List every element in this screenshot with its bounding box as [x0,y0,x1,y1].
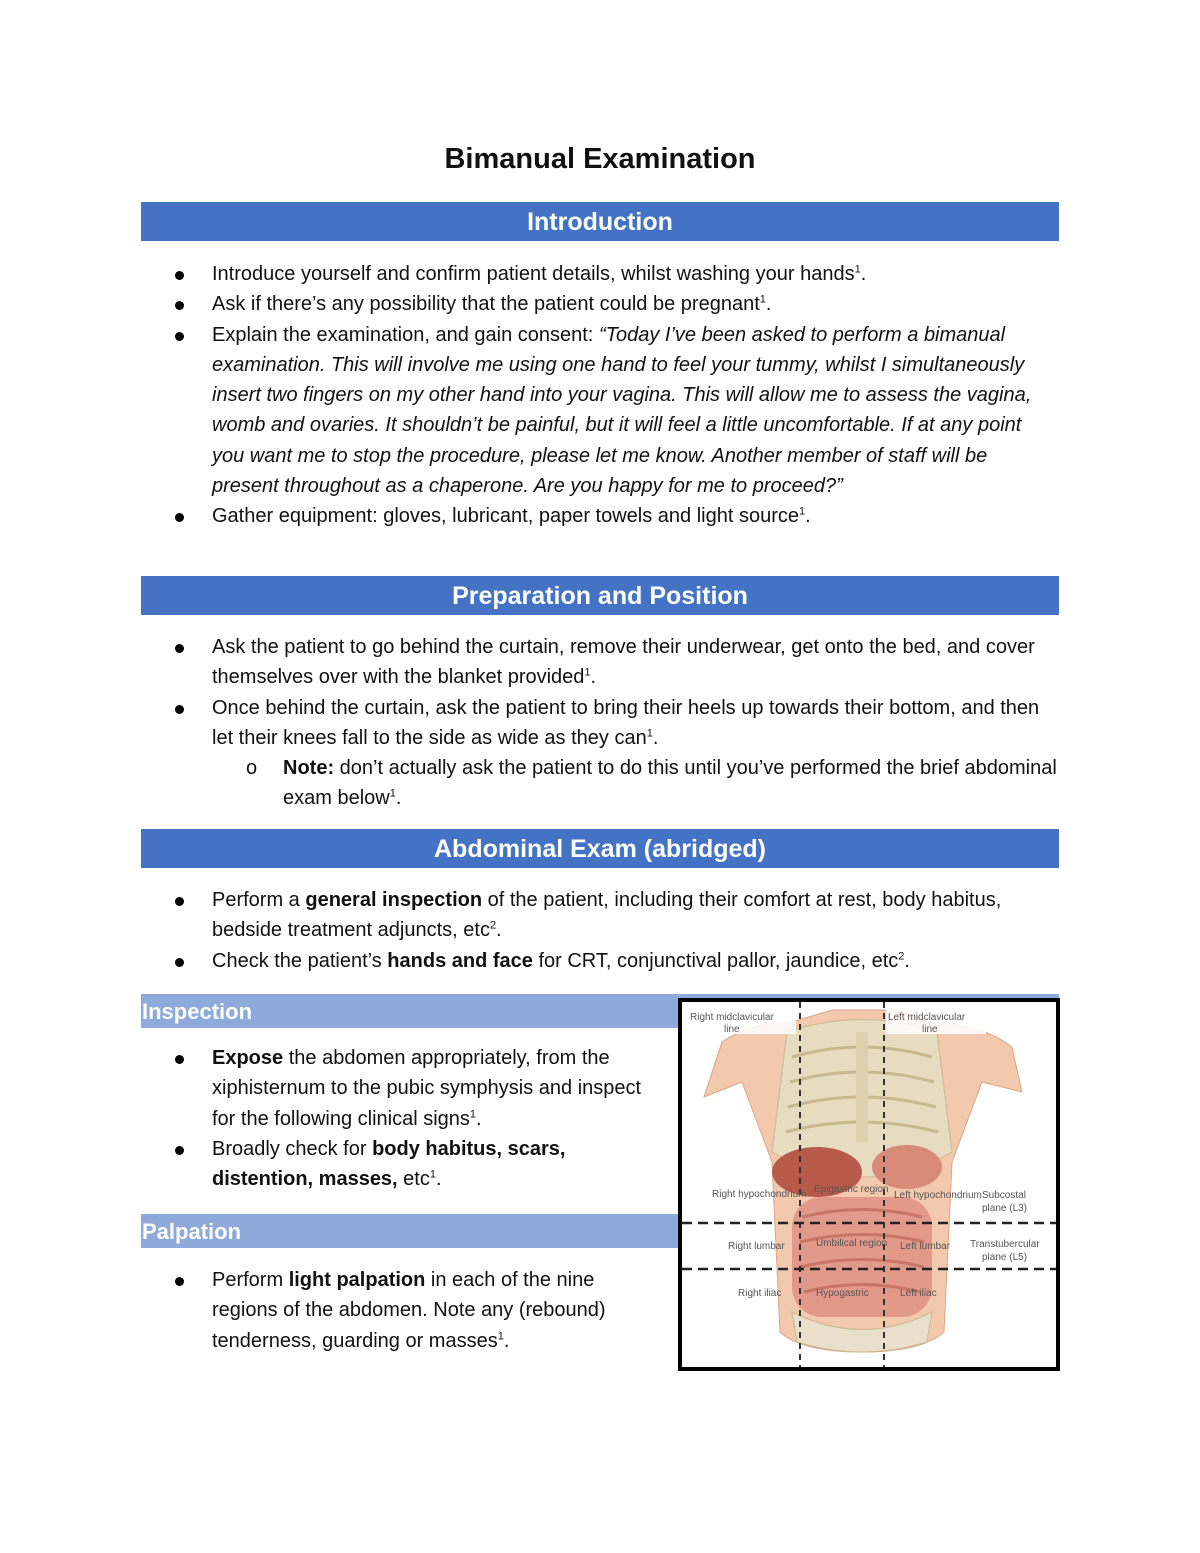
list-item: Perform light palpation in each of the nine regions of the abdomen. Note any (rebound) tenderness, guarding or masses$^1$. [141,1265,641,1356]
consent-script: “Today I’ve been asked to perform a bimanual examination. This will involve me using one hand to feel your tummy, whilst I simultaneously insert two fingers on my other hand into your vagina. This will allow me to assess the vagina, womb and ovaries. It shouldn’t be painful, but it will feel a little uncomfortable. If at any point you want me to stop the procedure, please let me know. Another member of staff will be present throughout as a chaperone. Are you happy for me to proceed?” [212,323,1032,498]
bullet-icon [175,513,184,522]
preparation-list [141,632,1059,814]
abdomen-diagram [682,1002,1056,1367]
stomach [872,1145,942,1189]
bullet-icon [175,332,184,341]
bullet-icon [175,271,184,280]
label-right-iliac: Right iliac [738,1288,782,1299]
label-transtubercular-plane: Transtubercular plane (L5) [970,1239,1040,1263]
list-item: Once behind the curtain, ask the patient to bring their heels up towards their bottom, and then let their knees fall to the side as wide as they can$^1$. [141,693,1059,754]
bullet-icon [175,1146,184,1155]
label-subcostal-plane: Subcostal plane (L3) [982,1190,1028,1214]
label-right-midclavicular: Right midclavicular line [690,1012,774,1035]
list-item: Ask the patient to go behind the curtain, remove their underwear, get onto the bed, and cover themselves over with the blanket provided$^1$. [141,632,1059,693]
list-item: Ask if there’s any possibility that the patient could be pregnant$^1$. [141,289,1056,319]
palpation-list [141,1265,641,1356]
label-right-lumbar: Right lumbar [728,1241,785,1252]
list-item: Check the patient’s hands and face for CRT, conjunctival pallor, jaundice, etc$^2$. [141,946,1011,976]
introduction-list [141,259,1056,532]
label-hypogastric: Hypogastric [816,1288,869,1299]
list-item: Expose the abdomen appropriately, from the xiphisternum to the pubic symphysis and inspect for the following clinical signs$^1$. [141,1043,651,1134]
section-heading-abdominal: Abdominal Exam (abridged) [141,829,1059,868]
page-title: Bimanual Examination [444,143,756,175]
subsection-heading-palpation: Palpation [141,1214,678,1248]
label-left-midclavicular: Left midclavicular line [888,1012,966,1035]
abdominal-regions-figure [678,998,1060,1371]
sub-bullet-icon: o [246,757,258,780]
label-epigastric: Epigastric region [814,1184,889,1195]
bullet-icon [175,705,184,714]
bullet-icon [175,301,184,310]
list-item: Gather equipment: gloves, lubricant, paper towels and light source$^1$. [141,501,1056,531]
bullet-icon [175,1055,184,1064]
bullet-icon [175,897,184,906]
sternum [856,1032,868,1142]
list-item: Introduce yourself and confirm patient details, whilst washing your hands$^1$. [141,259,1056,289]
list-item: Broadly check for body habitus, scars, distention, masses, etc$^1$. [141,1134,651,1195]
label-left-hypochondrium: Left hypochondrium [894,1190,982,1201]
label-umbilical: Umbilical region [816,1238,888,1249]
list-item: o Note: don’t actually ask the patient to do this until you’ve performed the brief abdominal exam below$^1$. [141,753,1059,814]
label-left-lumbar: Left lumbar [900,1241,951,1252]
bullet-icon [175,958,184,967]
label-left-iliac: Left iliac [900,1288,937,1299]
section-heading-preparation: Preparation and Position [141,576,1059,615]
subsection-heading-inspection: Inspection [141,994,1059,1028]
list-item: Perform a general inspection of the patient, including their comfort at rest, body habitus, bedside treatment adjuncts, etc$^2$. [141,885,1011,946]
list-item: Explain the examination, and gain consent: “Today I’ve been asked to perform a bimanual examination. This will involve me using one hand to feel your tummy, whilst I simultaneously insert two fingers on my other hand into your vagina. This will allow me to assess the vagina, womb and ovaries. It shouldn’t be painful, but it will feel a little uncomfortable. If at any point you want me to stop the procedure, please let me know. Another member of staff will be present throughout as a chaperone. Are you happy for me to proceed?” [141,320,1056,502]
inspection-list [141,1043,651,1194]
label-right-hypochondrium: Right hypochondrium [712,1189,807,1200]
section-heading-introduction: Introduction [141,202,1059,241]
bullet-icon [175,1277,184,1286]
bullet-icon [175,644,184,653]
abdominal-list [141,885,1011,976]
